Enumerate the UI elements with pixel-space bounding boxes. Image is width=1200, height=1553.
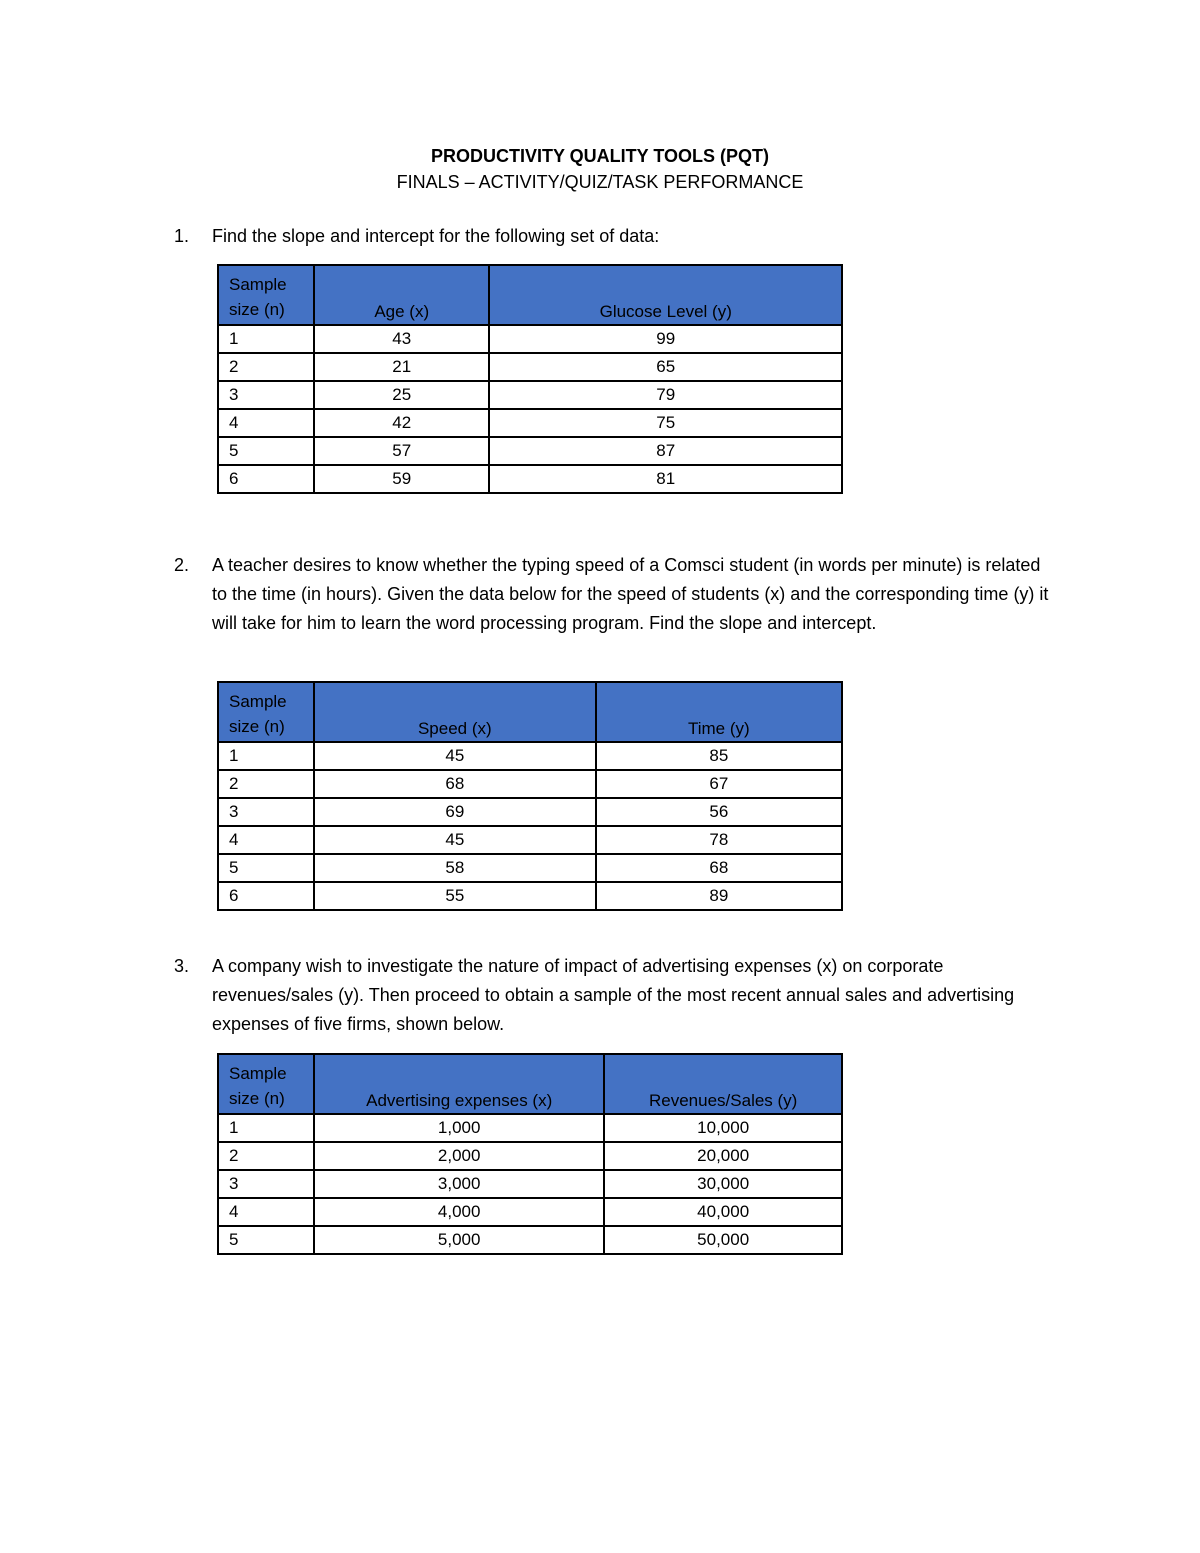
table-header-row	[218, 265, 842, 325]
question-2	[174, 551, 1054, 638]
data-table-3	[217, 1053, 843, 1255]
table-cell: 1	[218, 1114, 314, 1142]
table-cell: 68	[596, 854, 842, 882]
table-cell: 4	[218, 1198, 314, 1226]
table-cell: 5	[218, 854, 314, 882]
table-cell: 1,000	[314, 1114, 604, 1142]
data-table-2	[217, 681, 843, 911]
header-cell: Speed (x)	[314, 682, 596, 742]
question-number: 1.	[174, 226, 190, 246]
table-cell: 57	[314, 437, 489, 465]
table-cell: 1	[218, 742, 314, 770]
table-cell: 3,000	[314, 1170, 604, 1198]
question-number: 3.	[174, 956, 190, 976]
table-cell: 3	[218, 1170, 314, 1198]
table-cell: 2	[218, 1142, 314, 1170]
table-row	[218, 826, 842, 854]
header-cell: Glucose Level (y)	[489, 265, 842, 325]
table-cell: 67	[596, 770, 842, 798]
table-cell: 75	[489, 409, 842, 437]
table-cell: 79	[489, 381, 842, 409]
table-row	[218, 437, 842, 465]
question-number: 2.	[174, 555, 190, 575]
table-cell: 81	[489, 465, 842, 493]
table-row	[218, 742, 842, 770]
table-cell: 42	[314, 409, 489, 437]
table-header-row	[218, 1054, 842, 1114]
table-header-row	[218, 682, 842, 742]
table-cell: 1	[218, 325, 314, 353]
table-row	[218, 882, 842, 910]
table-row	[218, 409, 842, 437]
table-cell: 5	[218, 1226, 314, 1254]
table-cell: 4,000	[314, 1198, 604, 1226]
table-cell: 21	[314, 353, 489, 381]
table-cell: 45	[314, 742, 596, 770]
data-table-1	[217, 264, 843, 494]
header-cell: Advertising expenses (x)	[314, 1054, 604, 1114]
table-row	[218, 325, 842, 353]
table-row	[218, 854, 842, 882]
table-cell: 50,000	[604, 1226, 842, 1254]
table-cell: 56	[596, 798, 842, 826]
question-text: A company wish to investigate the nature of impact of advertising expenses (x) on corporate revenues/sales (y). Then proceed to obtain a sample of the most recent annual sales and advertising expenses of five firms, shown below.	[212, 956, 1015, 1034]
table-cell: 5,000	[314, 1226, 604, 1254]
table-cell: 20,000	[604, 1142, 842, 1170]
table-cell: 4	[218, 409, 314, 437]
table-cell: 6	[218, 465, 314, 493]
table-cell: 2	[218, 353, 314, 381]
header-cell: Sample size (n)	[218, 265, 314, 325]
table-cell: 78	[596, 826, 842, 854]
table-row	[218, 1198, 842, 1226]
header-cell: Revenues/Sales (y)	[604, 1054, 842, 1114]
table-row	[218, 798, 842, 826]
table-row	[218, 1226, 842, 1254]
table-cell: 25	[314, 381, 489, 409]
table-cell: 59	[314, 465, 489, 493]
table-row	[218, 465, 842, 493]
header-cell: Time (y)	[596, 682, 842, 742]
table-row	[218, 1170, 842, 1198]
table-cell: 89	[596, 882, 842, 910]
table-cell: 10,000	[604, 1114, 842, 1142]
table-row	[218, 353, 842, 381]
table-cell: 4	[218, 826, 314, 854]
header-cell: Sample size (n)	[218, 682, 314, 742]
question-text: A teacher desires to know whether the typing speed of a Comsci student (in words per minute) is related to the time (in hours). Given the data below for the speed of students (x) and the corresponding time (y) it will take for him to learn the word processing program. Find the slope and intercept.	[212, 555, 1049, 633]
table-cell: 85	[596, 742, 842, 770]
table-row	[218, 1142, 842, 1170]
question-3	[174, 952, 1054, 1039]
table-cell: 5	[218, 437, 314, 465]
table-cell: 68	[314, 770, 596, 798]
table-cell: 58	[314, 854, 596, 882]
table-row	[218, 381, 842, 409]
table-cell: 69	[314, 798, 596, 826]
table-row	[218, 1114, 842, 1142]
header-cell: Age (x)	[314, 265, 489, 325]
table-cell: 3	[218, 798, 314, 826]
table-cell: 30,000	[604, 1170, 842, 1198]
table-cell: 99	[489, 325, 842, 353]
question-1	[174, 222, 1054, 251]
table-cell: 2,000	[314, 1142, 604, 1170]
question-text: Find the slope and intercept for the following set of data:	[212, 226, 660, 246]
table-cell: 55	[314, 882, 596, 910]
table-cell: 45	[314, 826, 596, 854]
table-cell: 65	[489, 353, 842, 381]
document-subtitle: FINALS – ACTIVITY/QUIZ/TASK PERFORMANCE	[396, 172, 804, 192]
table-cell: 43	[314, 325, 489, 353]
table-row	[218, 770, 842, 798]
table-cell: 2	[218, 770, 314, 798]
table-cell: 87	[489, 437, 842, 465]
table-cell: 3	[218, 381, 314, 409]
header-cell: Sample size (n)	[218, 1054, 314, 1114]
table-cell: 40,000	[604, 1198, 842, 1226]
document-title: PRODUCTIVITY QUALITY TOOLS (PQT)	[430, 146, 770, 166]
table-cell: 6	[218, 882, 314, 910]
